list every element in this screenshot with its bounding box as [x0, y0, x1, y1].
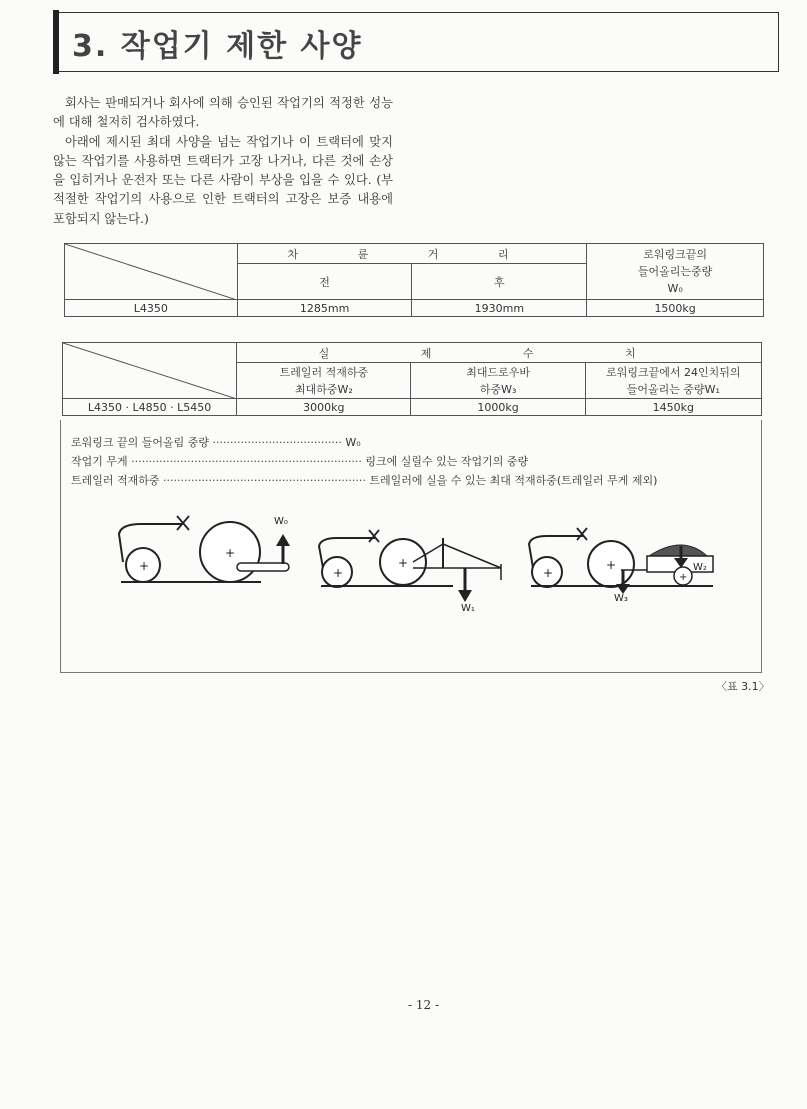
table-caption: 〈표 3.1〉	[716, 680, 770, 693]
table1-model: L4350	[65, 300, 238, 317]
table2-diagonal-cell	[63, 343, 237, 399]
table2-group-header: 실 제 수 치	[237, 343, 762, 363]
svg-text:+: +	[333, 566, 344, 580]
table1-front-header: 전	[237, 264, 412, 300]
legend-row: 로워링크 끝의 들어올림 중량 ····································· W₀	[71, 436, 361, 449]
table2-lift-header: 로워링크끝에서 24인치뒤의 들어올리는 중량W₁	[585, 363, 761, 399]
w3-label: W₃	[614, 593, 628, 604]
diagonal-line	[65, 244, 237, 300]
table2-model: L4350 · L4850 · L5450	[63, 399, 237, 416]
page-number: - 12 -	[408, 998, 440, 1012]
svg-text:+: +	[225, 546, 236, 560]
tractor-w1-illustration	[313, 528, 513, 618]
w0-label: W₀	[274, 516, 288, 527]
title-box	[55, 12, 779, 72]
intro-paragraph: 회사는 판매되거나 회사에 의해 승인된 작업기의 적정한 성능에 대해 철저히 검사하였다.	[53, 96, 393, 130]
intro-text	[53, 94, 393, 229]
actual-values-table	[62, 342, 762, 416]
table1-group-header: 차 륜 거 리	[237, 244, 587, 264]
tractor-w0-illustration	[111, 512, 301, 592]
svg-text:+: +	[139, 559, 150, 573]
diagonal-line	[63, 343, 237, 399]
table1-rear-value: 1930mm	[412, 300, 587, 317]
table1-rear-header: 후	[412, 264, 587, 300]
table1-front-value: 1285mm	[237, 300, 412, 317]
svg-text:+: +	[543, 566, 554, 580]
intro-paragraph: 아래에 제시된 최대 사양을 넘는 작업기나 이 트랙터에 맞지 않는 작업기를 사용하면 트랙터가 고장 나거나, 다른 것에 손상을 입히거나 운전자 또는 다른 사람이 부상을 입을 수 있다. (부적절한 작업기의 사용으로 인한 트랙터의 고장은 보증 내용에 포함되지 않는다.)	[53, 134, 393, 226]
legend-box	[60, 420, 762, 673]
w1-label: W₁	[461, 603, 475, 614]
svg-text:+: +	[679, 572, 688, 583]
legend-row: 트레일러 적재하중 ·························································· 트레일러에 실을 수 있는 최대 적재하중(트레일러 무게 제외)	[71, 474, 658, 487]
table2-trailer-value: 3000kg	[237, 399, 411, 416]
table2-lift-value: 1450kg	[585, 399, 761, 416]
svg-text:+: +	[606, 558, 617, 572]
svg-text:+: +	[398, 556, 409, 570]
table2-trailer-header: 트레일러 적재하중 최대하중W₂	[237, 363, 411, 399]
legend-row: 작업기 무게 ·································································· 링크에 실릴수 있는 작업기의 중량	[71, 455, 529, 468]
table1-lift-header: 로워링크끝의 들어올리는중량 W₀	[587, 244, 764, 300]
table1-diagonal-cell	[65, 244, 238, 300]
w2-label: W₂	[693, 562, 707, 573]
table2-drawbar-header: 최대드로우바 하중W₃	[411, 363, 585, 399]
page-title: 3. 작업기 제한 사양	[72, 29, 363, 64]
wheel-track-table	[64, 243, 764, 317]
table2-drawbar-value: 1000kg	[411, 399, 585, 416]
table1-lift-value: 1500kg	[587, 300, 764, 317]
